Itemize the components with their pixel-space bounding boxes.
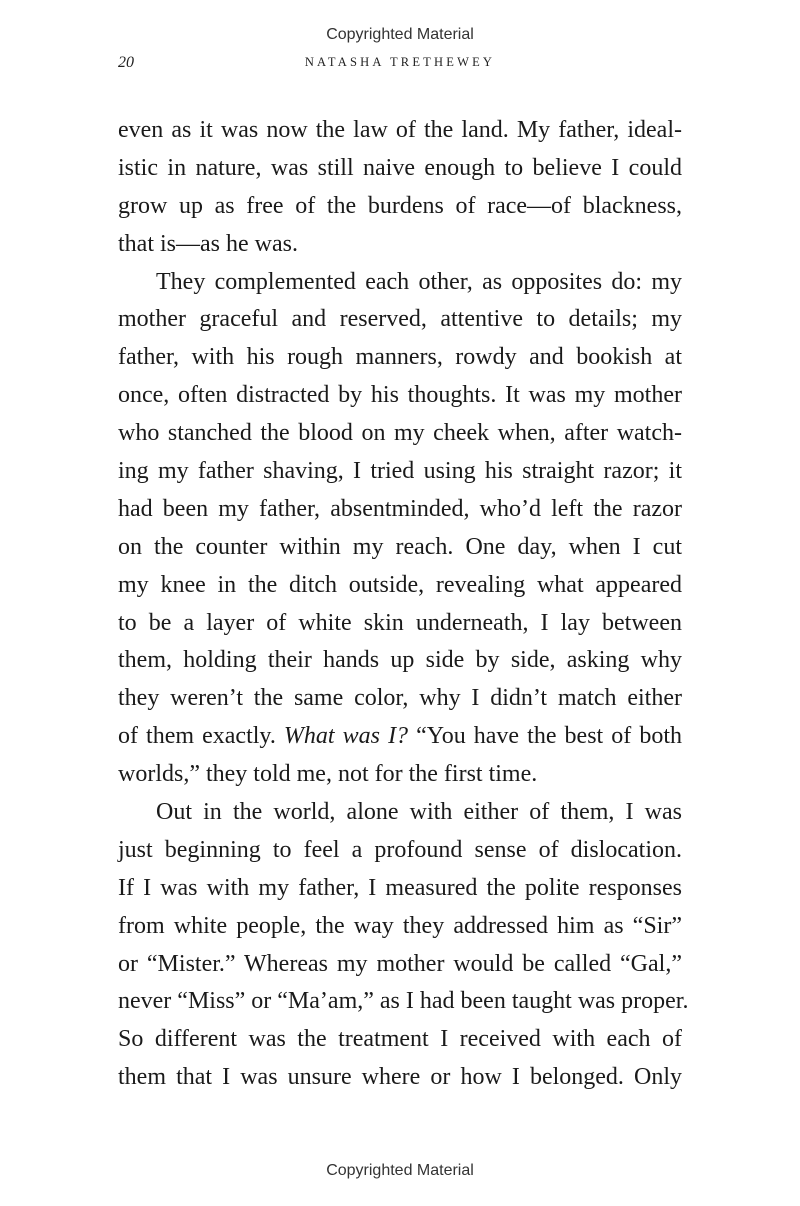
copyright-watermark-top: Copyrighted Material <box>326 26 474 43</box>
text-line: on the counter within my reach. One day, when I cut <box>118 533 682 560</box>
text-line: So different was the treatment I received with each of <box>118 1026 682 1053</box>
running-header <box>118 54 682 74</box>
text-line: never “Miss” or “Ma’am,” as I had been taught was proper. <box>118 988 689 1015</box>
text-line: Out in the world, alone with either of them, I was <box>156 799 682 826</box>
text-line: from white people, the way they addressed him as “Sir” <box>118 912 682 939</box>
text-line: worlds,” they told me, not for the first time. <box>118 761 538 788</box>
text-segment: of them exactly. <box>118 723 284 750</box>
text-line: to be a layer of white skin underneath, I lay between <box>118 609 682 636</box>
text-line: or “Mister.” Whereas my mother would be called “Gal,” <box>118 950 682 977</box>
text-line: istic in nature, was still naive enough to believe I could <box>118 154 682 181</box>
text-line: that is—as he was. <box>118 230 298 257</box>
copyright-watermark-bottom: Copyrighted Material <box>326 1162 474 1179</box>
text-line: my knee in the ditch outside, revealing what appeared <box>118 571 682 598</box>
text-line: They complemented each other, as opposites do: my <box>156 268 682 295</box>
text-line: ing my father shaving, I tried using his straight razor; it <box>118 458 682 485</box>
text-line: once, often distracted by his thoughts. It was my mother <box>118 382 682 409</box>
text-line: them that I was unsure where or how I belonged. Only <box>118 1064 682 1091</box>
text-line: grow up as free of the burdens of race—of blackness, <box>118 192 682 219</box>
text-line: had been my father, absentminded, who’d left the razor <box>118 495 682 522</box>
running-title: NATASHA TRETHEWEY <box>304 55 496 69</box>
body-text <box>118 112 689 1097</box>
text-line: If I was with my father, I measured the polite responses <box>118 874 682 901</box>
text-line: just beginning to feel a profound sense of dislocation. <box>118 836 682 863</box>
text-line: father, with his rough manners, rowdy and bookish at <box>118 344 682 371</box>
text-segment: “You have the best of both <box>408 723 682 750</box>
text-line: even as it was now the law of the land. My father, ideal- <box>118 117 682 143</box>
italic-question: What was I? <box>283 723 409 750</box>
text-line: mother graceful and reserved, attentive to details; my <box>118 306 682 333</box>
text-line <box>118 718 682 756</box>
text-line: who stanched the blood on my cheek when, after watch- <box>118 420 682 447</box>
page-number: 20 <box>118 54 134 71</box>
text-line: them, holding their hands up side by side, asking why <box>118 647 682 674</box>
text-line: they weren’t the same color, why I didn’t match either <box>118 685 682 712</box>
